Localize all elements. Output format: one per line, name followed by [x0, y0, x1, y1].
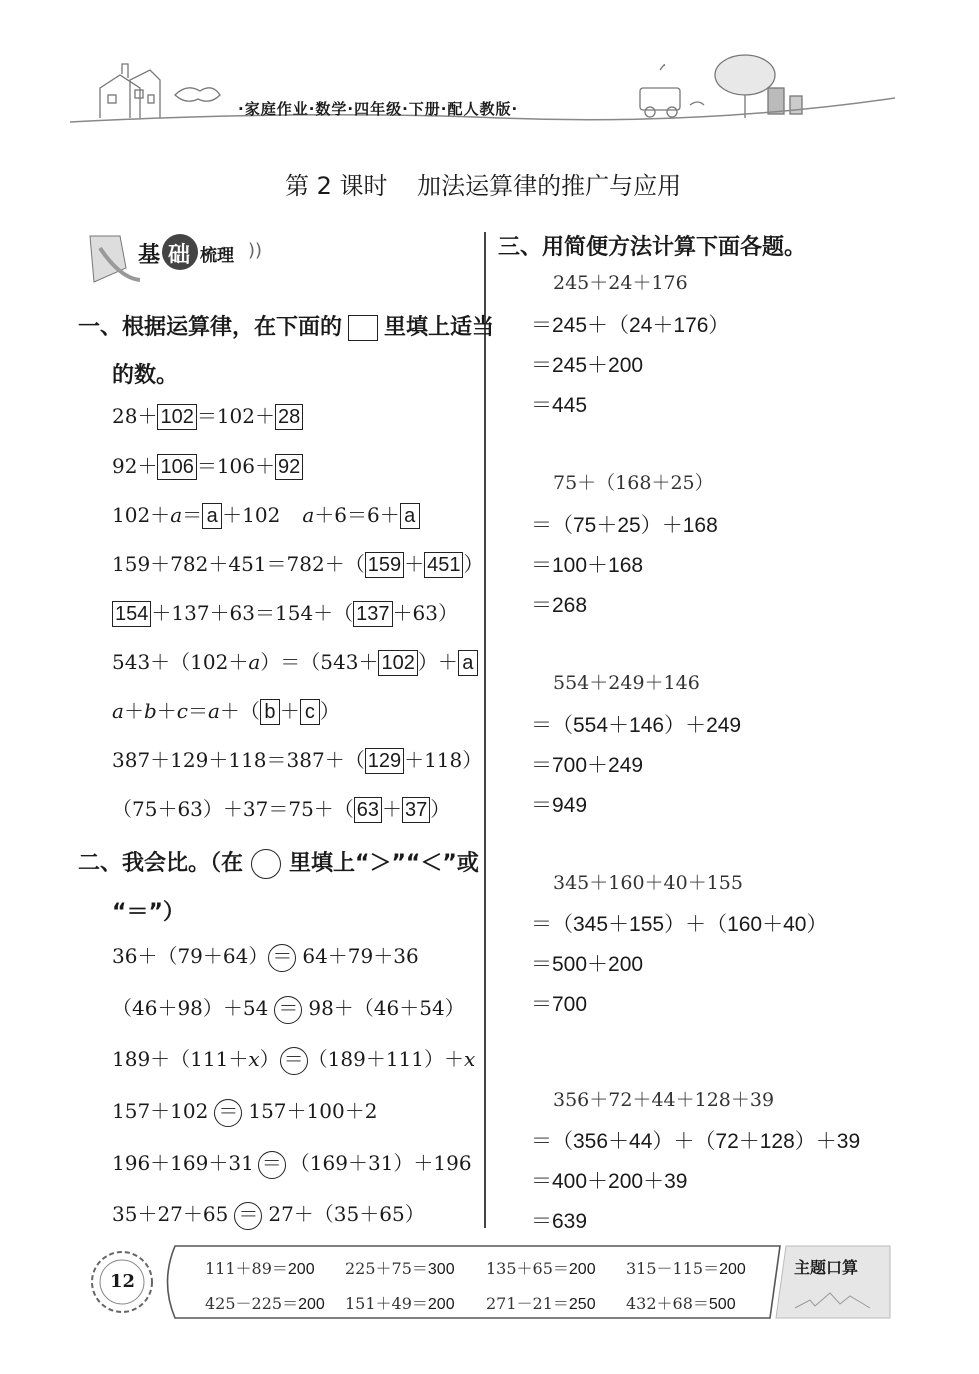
oral-question: 432＋68＝ [626, 1294, 709, 1313]
problem-question: 345＋160＋40＋155 [553, 872, 743, 894]
text: ＋ [404, 552, 425, 576]
problem-step[interactable]: ＝700 [531, 993, 588, 1016]
text: （75＋63）＋37＝75＋（ [112, 797, 354, 821]
text: ＋ [279, 699, 300, 723]
answer-box[interactable]: 63 [354, 797, 382, 823]
oral-answer[interactable]: 200 [298, 1296, 325, 1313]
text: 64＋79＋36 [302, 944, 419, 968]
part2-row-1 [112, 940, 419, 972]
oral-answer[interactable]: 300 [427, 1261, 455, 1278]
problem-step[interactable]: ＝（554＋146）＋249 [531, 714, 742, 737]
answer-box[interactable]: 451 [424, 552, 463, 578]
page-header [0, 0, 979, 135]
oral-answer[interactable]: 200 [427, 1296, 455, 1313]
problem-step[interactable]: ＝639 [531, 1210, 588, 1233]
text: ＝102＋ [196, 404, 276, 428]
oral-item [345, 1291, 455, 1314]
text: ＋（ [219, 699, 260, 723]
text: 27＋（35＋65） [268, 1202, 425, 1226]
problem-step[interactable]: ＝700＋249 [531, 754, 644, 777]
part1-row-1 [112, 400, 303, 430]
text: 157＋102 [112, 1099, 209, 1123]
text: 36＋（79＋64） [112, 944, 269, 968]
oral-item [345, 1256, 455, 1279]
oral-item [205, 1256, 315, 1279]
problem-step[interactable]: ＝445 [531, 394, 588, 417]
answer-box[interactable]: 154 [112, 601, 151, 627]
compare-circle[interactable]: ＝ [258, 1151, 286, 1179]
variable: a [207, 699, 220, 723]
lesson-name: 加法运算律的推广与应用 [417, 172, 682, 200]
compare-circle[interactable]: ＝ [268, 944, 296, 972]
text: ＋137＋63＝154＋（ [151, 601, 354, 625]
text: ） [463, 552, 484, 576]
compare-circle[interactable]: ＝ [274, 996, 302, 1024]
part2-prefix: 二、我会比。（在 [78, 851, 244, 876]
answer-box[interactable]: 106 [157, 454, 196, 480]
problem-step[interactable]: ＝（75＋25）＋168 [531, 514, 718, 537]
answer-box[interactable]: 129 [365, 748, 404, 774]
answer-box[interactable]: a [458, 650, 478, 676]
oral-question: 151＋49＝ [345, 1294, 428, 1313]
part2-row-6 [112, 1198, 425, 1230]
text: ＋6＝6＋ [314, 503, 400, 527]
part1-row-2 [112, 450, 303, 480]
house-illustration [100, 64, 220, 118]
problem-step[interactable]: ＝268 [531, 594, 588, 617]
part1-row-8 [112, 744, 482, 774]
part2-row-5 [112, 1147, 472, 1179]
part2-row-4 [112, 1095, 377, 1127]
problem-step[interactable]: ＝500＋200 [531, 953, 644, 976]
part1-heading-cont: 的数。 [112, 363, 179, 388]
part1-row-9 [112, 793, 450, 823]
lesson-number: 第 2 课时 [285, 172, 388, 200]
text: ＝106＋ [196, 454, 276, 478]
text: ＋ [123, 699, 144, 723]
answer-box[interactable]: 137 [353, 601, 392, 627]
badge-text-3: 梳理 [200, 246, 234, 266]
answer-box[interactable]: 159 [365, 552, 404, 578]
answer-box[interactable]: 37 [402, 797, 430, 823]
problem-step[interactable]: ＝100＋168 [531, 554, 644, 577]
oral-answer[interactable]: 250 [568, 1296, 596, 1313]
oral-answer[interactable]: 200 [568, 1261, 596, 1278]
text: ）＝（543＋ [260, 650, 379, 674]
text: ＋ [382, 797, 403, 821]
text: 98＋（46＋54） [308, 996, 465, 1020]
page-number: 12 [110, 1271, 136, 1292]
oral-answer[interactable]: 500 [708, 1296, 736, 1313]
text: ＝ [182, 503, 203, 527]
variable: a [302, 503, 315, 527]
variable: a [112, 699, 124, 723]
oral-item [205, 1291, 325, 1314]
oral-question: 315－115＝ [626, 1259, 720, 1278]
problem-question: 75＋（168＋25） [553, 472, 714, 494]
text: 196＋169＋31 [112, 1151, 254, 1175]
text: 189＋（111＋ [112, 1047, 249, 1071]
text: （169＋31）＋196 [289, 1151, 472, 1175]
part2-row-3 [112, 1043, 475, 1075]
part1-row-7 [112, 695, 340, 725]
oral-question: 111＋89＝ [205, 1259, 288, 1278]
variable: b [143, 699, 157, 723]
problem-question: 245＋24＋176 [553, 272, 688, 294]
text: 159＋782＋451＝782＋（ [112, 552, 365, 576]
text: ）＋ [417, 650, 458, 674]
blank-box-sample [348, 315, 378, 341]
text: ＋102 [222, 503, 281, 527]
part2-suffix: 里填上“＞”“＜”或 [289, 851, 479, 876]
section-badge [80, 228, 270, 288]
oral-question: 271－21＝ [486, 1294, 569, 1313]
footer-frame [0, 1238, 979, 1338]
series-title: ·家庭作业·数学·四年级·下册·配人教版· [238, 100, 519, 118]
text: 102＋ [112, 503, 171, 527]
text: 35＋27＋65 [112, 1202, 229, 1226]
part2-heading [78, 846, 479, 879]
text: 543＋（102＋ [112, 650, 249, 674]
part1-row-6 [112, 646, 478, 676]
problem-step[interactable]: ＝（345＋155）＋（160＋40） [531, 913, 828, 936]
text: ） [259, 1047, 280, 1071]
part1-prefix: 一、根据运算律，在下面的 [78, 315, 343, 340]
text: ＝ [187, 699, 208, 723]
answer-box[interactable]: 28 [275, 404, 303, 430]
part1-row-3 [112, 499, 420, 529]
column-divider [484, 232, 486, 1228]
text: （189＋111）＋ [307, 1047, 464, 1071]
problem-step[interactable]: ＝245＋（24＋176） [531, 314, 730, 337]
topic-oral-tag: 主题口算 [794, 1258, 859, 1277]
part2-row-2 [112, 992, 465, 1024]
text: 92＋ [112, 454, 158, 478]
text: （46＋98）＋54 [112, 996, 269, 1020]
oral-question: 425－225＝ [205, 1294, 299, 1313]
answer-box[interactable]: a [400, 503, 420, 529]
part1-heading [78, 310, 494, 341]
part3-heading: 三、用简便方法计算下面各题。 [498, 235, 807, 260]
text: ） [319, 699, 340, 723]
page-footer [0, 1238, 979, 1338]
compare-circle[interactable]: ＝ [234, 1202, 262, 1230]
answer-box[interactable]: b [260, 699, 280, 725]
oral-item [626, 1256, 746, 1279]
blank-circle-sample [251, 849, 281, 879]
text: 28＋ [112, 404, 158, 428]
text: 387＋129＋118＝387＋（ [112, 748, 365, 772]
answer-box[interactable]: 102 [157, 404, 196, 430]
badge-text-1: 基 [138, 243, 161, 268]
part1-suffix: 里填上适当 [384, 315, 495, 340]
answer-box[interactable]: 92 [275, 454, 303, 480]
compare-circle[interactable]: ＝ [280, 1047, 308, 1075]
compare-circle[interactable]: ＝ [214, 1099, 242, 1127]
problem-question: 554＋249＋146 [553, 672, 700, 694]
answer-box[interactable]: c [300, 699, 320, 725]
variable: a [170, 503, 183, 527]
problem-step[interactable]: ＝（356＋44）＋（72＋128）＋39 [531, 1130, 861, 1153]
answer-box[interactable]: a [202, 503, 222, 529]
car-tree-illustration [640, 55, 802, 118]
part2-heading-cont: “＝”） [112, 900, 185, 925]
oral-answer[interactable]: 200 [719, 1261, 746, 1278]
variable: x [464, 1047, 476, 1071]
problem-step[interactable]: ＝949 [531, 794, 588, 817]
part1-row-4 [112, 548, 483, 578]
variable: x [248, 1047, 260, 1071]
oral-item [626, 1291, 736, 1314]
problem-question: 356＋72＋44＋128＋39 [553, 1089, 775, 1111]
oral-question: 225＋75＝ [345, 1259, 428, 1278]
answer-box[interactable]: 102 [378, 650, 417, 676]
oral-answer[interactable]: 200 [287, 1261, 315, 1278]
oral-item [486, 1256, 596, 1279]
text: ＋118） [404, 748, 483, 772]
text: 157＋100＋2 [248, 1099, 378, 1123]
problem-step[interactable]: ＝245＋200 [531, 354, 644, 377]
badge-arcs: )) [248, 240, 263, 261]
variable: a [248, 650, 261, 674]
part1-row-5 [112, 597, 458, 627]
problem-step[interactable]: ＝400＋200＋39 [531, 1170, 688, 1193]
badge-text-2: 础 [168, 243, 191, 268]
text: ＋ [156, 699, 177, 723]
text: ） [430, 797, 451, 821]
lesson-title [285, 166, 681, 201]
variable: c [176, 699, 188, 723]
text: ＋63） [392, 601, 458, 625]
oral-item [486, 1291, 596, 1314]
oral-question: 135＋65＝ [486, 1259, 569, 1278]
